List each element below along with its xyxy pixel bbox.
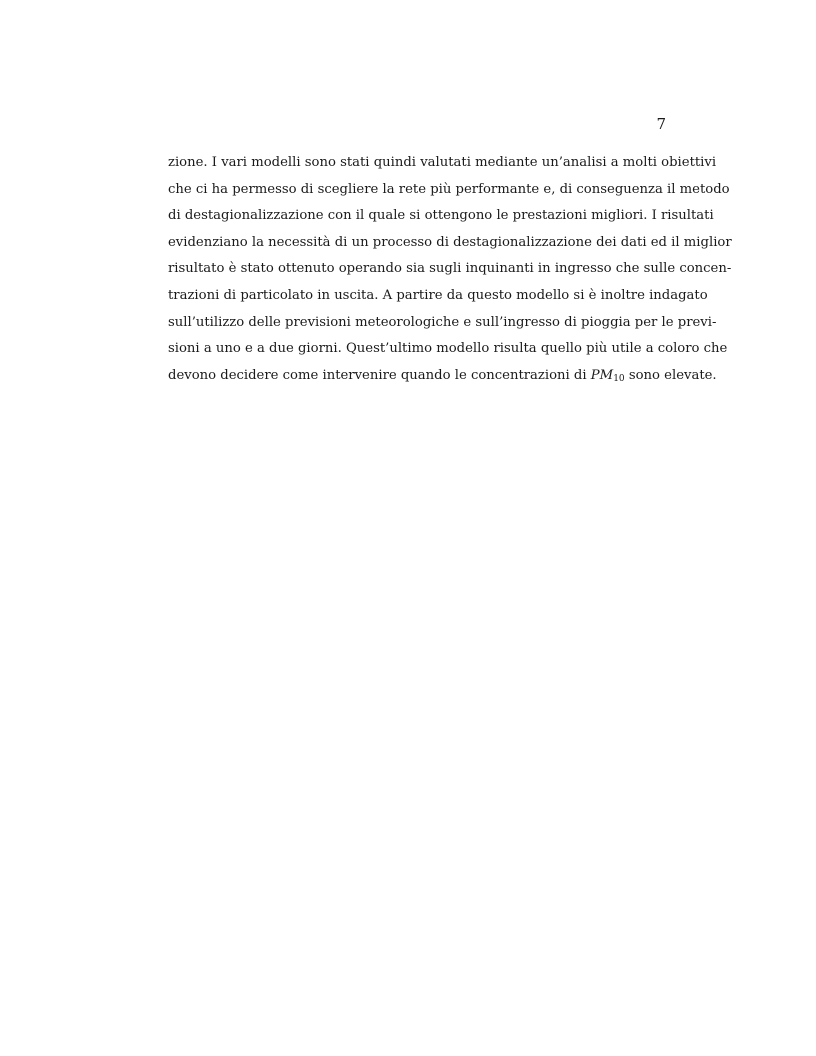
paragraph-line: sioni a uno e a due giorni. Quest’ultimo modello risulta quello più utile a coloro che [168, 341, 728, 357]
paragraph-line: risultato è stato ottenuto operando sia sugli inquinanti in ingresso che sulle concen- [168, 261, 732, 277]
paragraph-line: sull’utilizzo delle previsioni meteorologiche e sull’ingresso di pioggia per le previ- [168, 314, 717, 330]
pm-subscript: 10 [613, 373, 625, 384]
pm10-symbol [591, 368, 625, 383]
paragraph-last-line [168, 363, 717, 390]
last-line-text-after: sono elevate. [628, 367, 717, 383]
paragraph-line: che ci ha permesso di scegliere la rete più performante e, di conseguenza il metodo [168, 181, 730, 197]
paragraph-line: zione. I vari modelli sono stati quindi valutati mediante un’analisi a molti obiettivi [168, 155, 717, 170]
last-line-text-before: devono decidere come intervenire quando le concentrazioni di [168, 367, 587, 383]
body-paragraph [168, 150, 732, 389]
page-number: 7 [656, 115, 666, 133]
pm-symbol: PM [590, 367, 614, 383]
paragraph-line: evidenziano la necessità di un processo di destagionalizzazione dei dati ed il miglior [168, 234, 732, 250]
paragraph-line: di destagionalizzazione con il quale si ottengono le prestazioni migliori. I risultati [168, 208, 714, 224]
paragraph-line: trazioni di particolato in uscita. A partire da questo modello si è inoltre indagato [168, 287, 708, 303]
